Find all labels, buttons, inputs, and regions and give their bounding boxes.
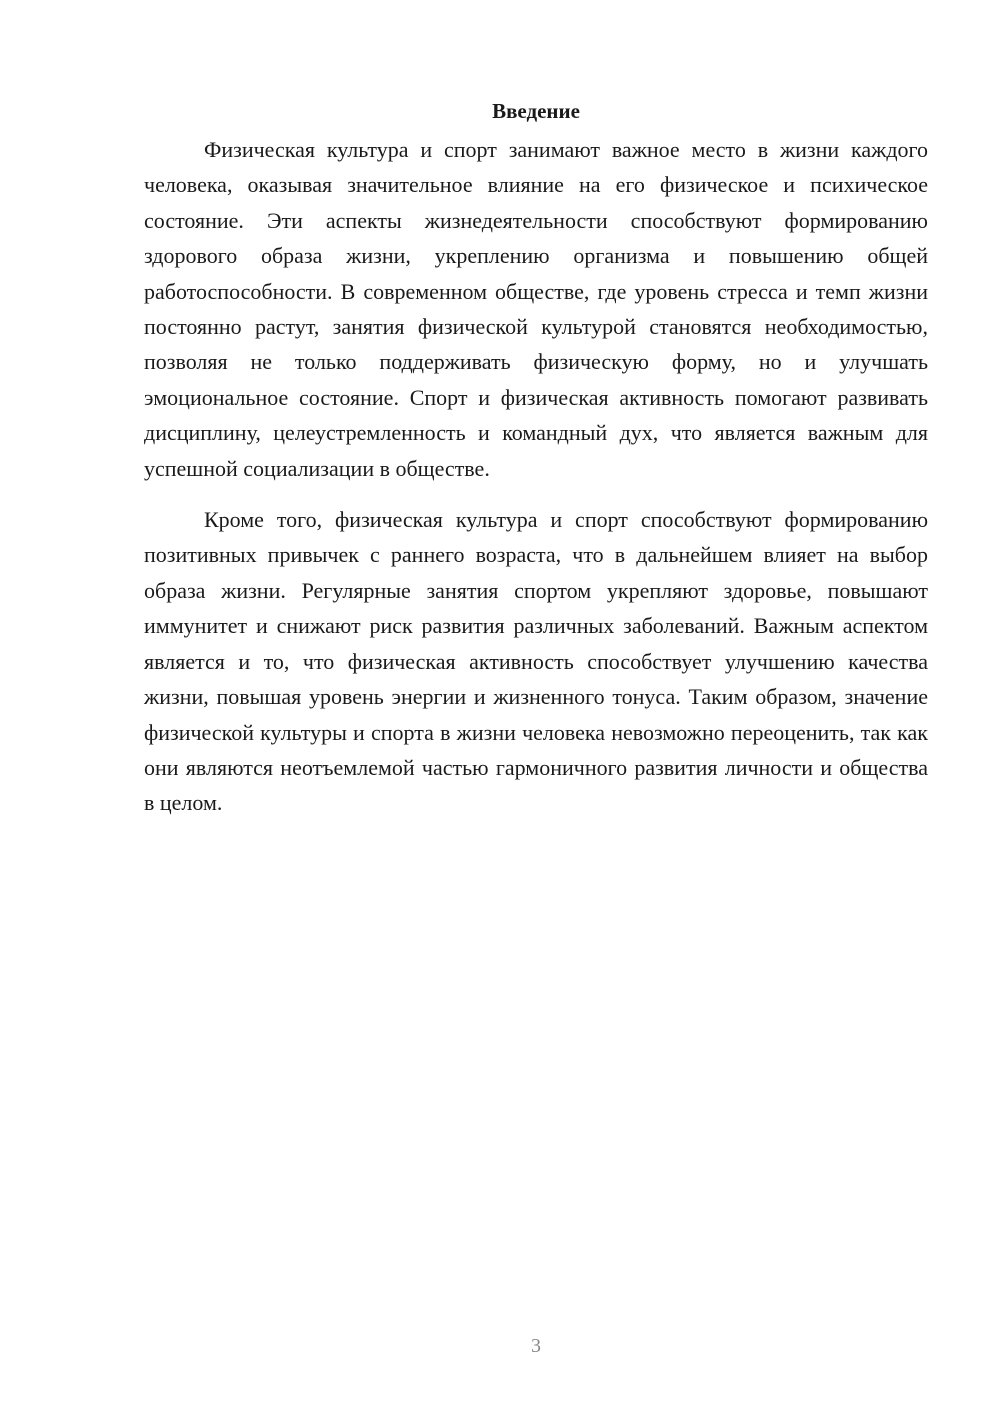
page-content — [144, 96, 928, 837]
page-number: 3 — [531, 1335, 541, 1357]
paragraph-1: Физическая культура и спорт занимают важное место в жизни каждого человека, оказывая значительное влияние на его физическое и психическое состояние. Эти аспекты жизнедеятельности способствуют формированию здорового образа жизни, укреплению организма и повышению общей работоспособности. В современном обществе, где уровень стресса и темп жизни постоянно растут, занятия физической культурой становятся необходимостью, позволяя не только поддерживать физическую форму, но и улучшать эмоциональное состояние. Спорт и физическая активность помогают развивать дисциплину, целеустремленность и командный дух, что является важным для успешной социализации в обществе. — [144, 137, 928, 481]
paragraph-2: Кроме того, физическая культура и спорт способствуют формированию позитивных привычек с раннего возраста, что в дальнейшем влияет на выбор образа жизни. Регулярные занятия спортом укрепляют здоровье, повышают иммунитет и снижают риск развития различных заболеваний. Важным аспектом является и то, что физическая активность способствует улучшению качества жизни, повышая уровень энергии и жизненного тонуса. Таким образом, значение физической культуры и спорта в жизни человека невозможно переоценить, так как они являются неотъемлемой частью гармоничного развития личности и общества в целом. — [144, 507, 928, 816]
section-heading: Введение — [492, 99, 580, 123]
